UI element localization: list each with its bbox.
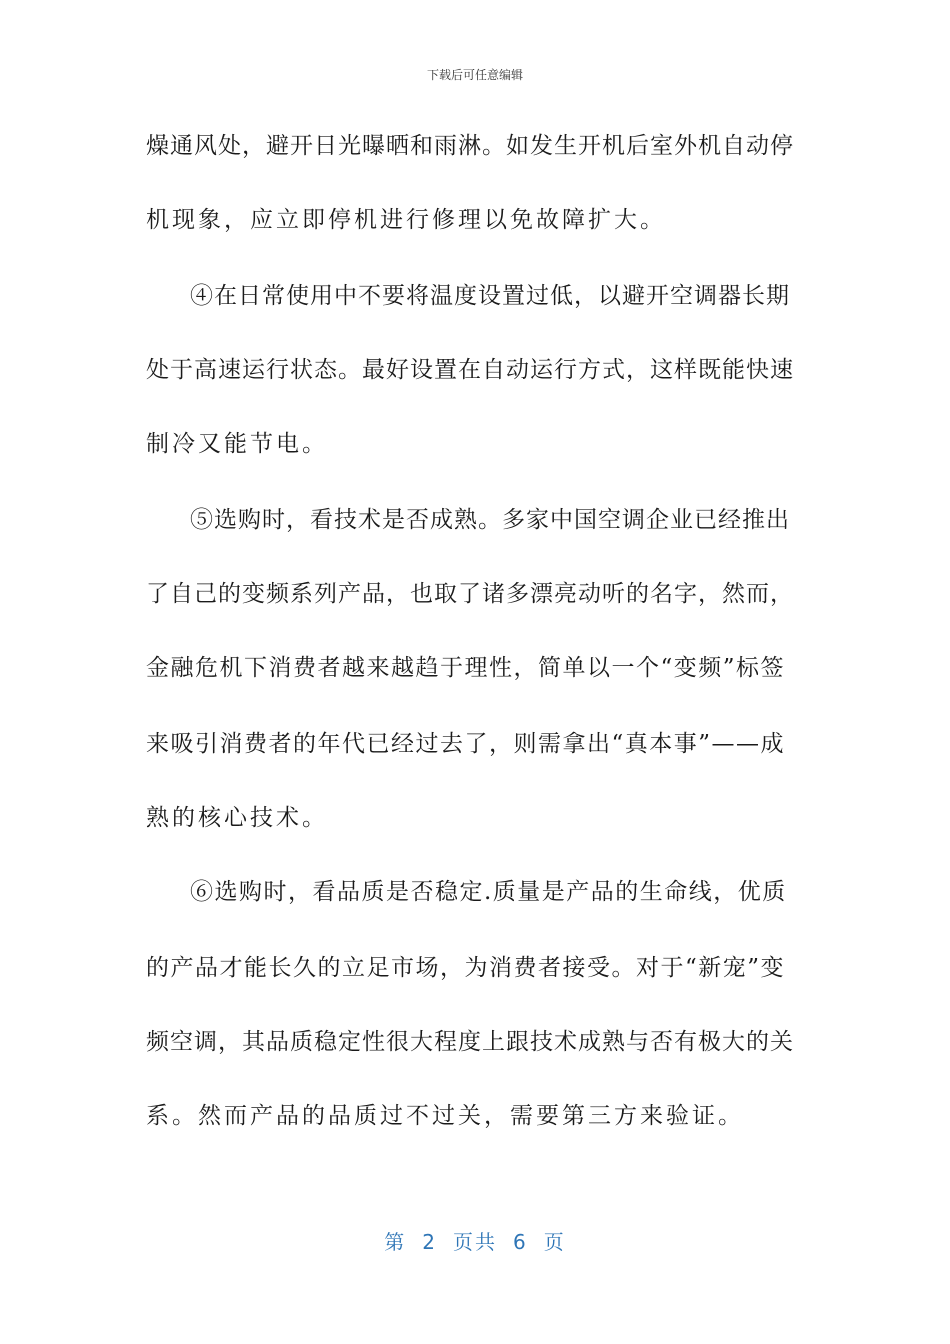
page-label-prefix: 第 [384, 1230, 407, 1254]
text-line: 熟的核心技术。 [146, 805, 328, 831]
text-line: 来吸引消费者的年代已经过去了，则需拿出“真本事”——成 [146, 731, 786, 757]
text-line: 了自己的变频系列产品，也取了诸多漂亮动听的名字，然而， [146, 581, 794, 607]
text-line: 频空调，其品质稳定性很大程度上跟技术成熟与否有极大的关 [146, 1029, 794, 1055]
text-line: 金融危机下消费者越来越趋于理性，简单以一个“变频”标签 [146, 655, 786, 681]
paragraph-start-line: ⑤选购时，看技术是否成熟。多家中国空调企业已经推出 [190, 507, 790, 533]
page-label-middle: 页共 [453, 1230, 497, 1254]
text-line: 处于高速运行状态。最好设置在自动运行方式，这样既能快速 [146, 357, 794, 383]
page-total-number: 6 [513, 1230, 528, 1254]
page-current-number: 2 [422, 1230, 437, 1254]
page-footer [0, 1226, 950, 1255]
page-label-suffix: 页 [543, 1230, 566, 1254]
text-line: 制冷又能节电。 [146, 431, 328, 457]
paragraph-start-line: ⑥选购时，看品质是否稳定.质量是产品的生命线，优质 [190, 879, 787, 905]
page-header: 下载后可任意编辑 [426, 68, 523, 82]
text-line: 燥通风处，避开日光曝晒和雨淋。如发生开机后室外机自动停 [146, 133, 794, 159]
paragraph-start-line: ④在日常使用中不要将温度设置过低，以避开空调器长期 [190, 283, 790, 309]
text-line: 系。然而产品的品质过不过关，需要第三方来验证。 [146, 1103, 744, 1129]
text-line: 机现象，应立即停机进行修理以免故障扩大。 [146, 207, 666, 233]
text-line: 的产品才能长久的立足市场，为消费者接受。对于“新宠”变 [146, 955, 786, 981]
